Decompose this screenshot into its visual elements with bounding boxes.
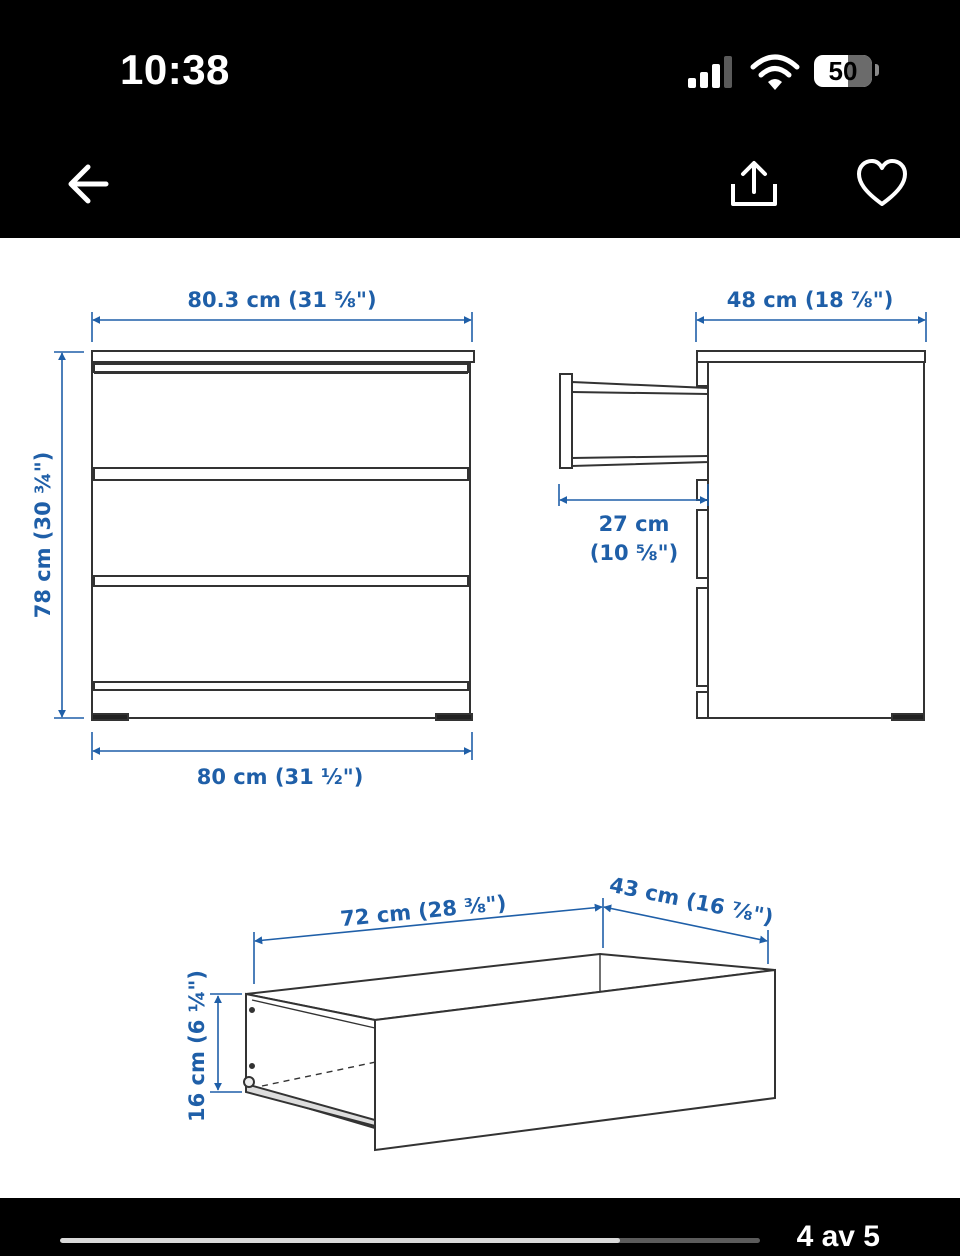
dimension-diagram [0,238,960,1198]
gallery-progress-fill [60,1238,620,1243]
gallery-counter: 4 av 5 [796,1220,880,1253]
height-label: 78 cm (30 ¾") [31,451,55,619]
drawer-height-label: 16 cm (6 ¼") [185,970,209,1122]
battery-icon [814,55,872,87]
battery-level: 50 [828,56,858,86]
product-image[interactable] [0,238,960,1198]
drawer-view [244,954,775,1150]
gallery-progress-track[interactable] [60,1238,760,1243]
gallery-bar [0,1198,960,1256]
drawer-depth-label: 43 cm (16 ⅞") [607,872,776,930]
drawer-extension-cm-label: 27 cm [598,512,670,536]
status-bar [0,0,960,130]
heart-icon [854,156,910,212]
drawer-width-label: 72 cm (28 ⅜") [339,890,508,932]
front-width-bottom-label: 80 cm (31 ½") [196,765,364,789]
front-view [92,351,474,720]
favorite-button[interactable] [854,156,910,212]
status-time: 10:38 [120,46,230,93]
signal-icon [686,52,740,92]
status-icons [686,52,886,92]
battery-tip [875,64,879,76]
share-icon [726,156,782,212]
side-depth-label: 48 cm (18 ⅞") [726,288,894,312]
nav-bar [0,130,960,238]
back-button[interactable] [62,156,118,212]
front-width-top-label: 80.3 cm (31 ⅝") [187,288,377,312]
drawer-extension-in-label: (10 ⅝") [589,541,679,565]
back-arrow-icon [62,156,118,212]
share-button[interactable] [726,156,782,212]
wifi-icon [750,52,800,92]
